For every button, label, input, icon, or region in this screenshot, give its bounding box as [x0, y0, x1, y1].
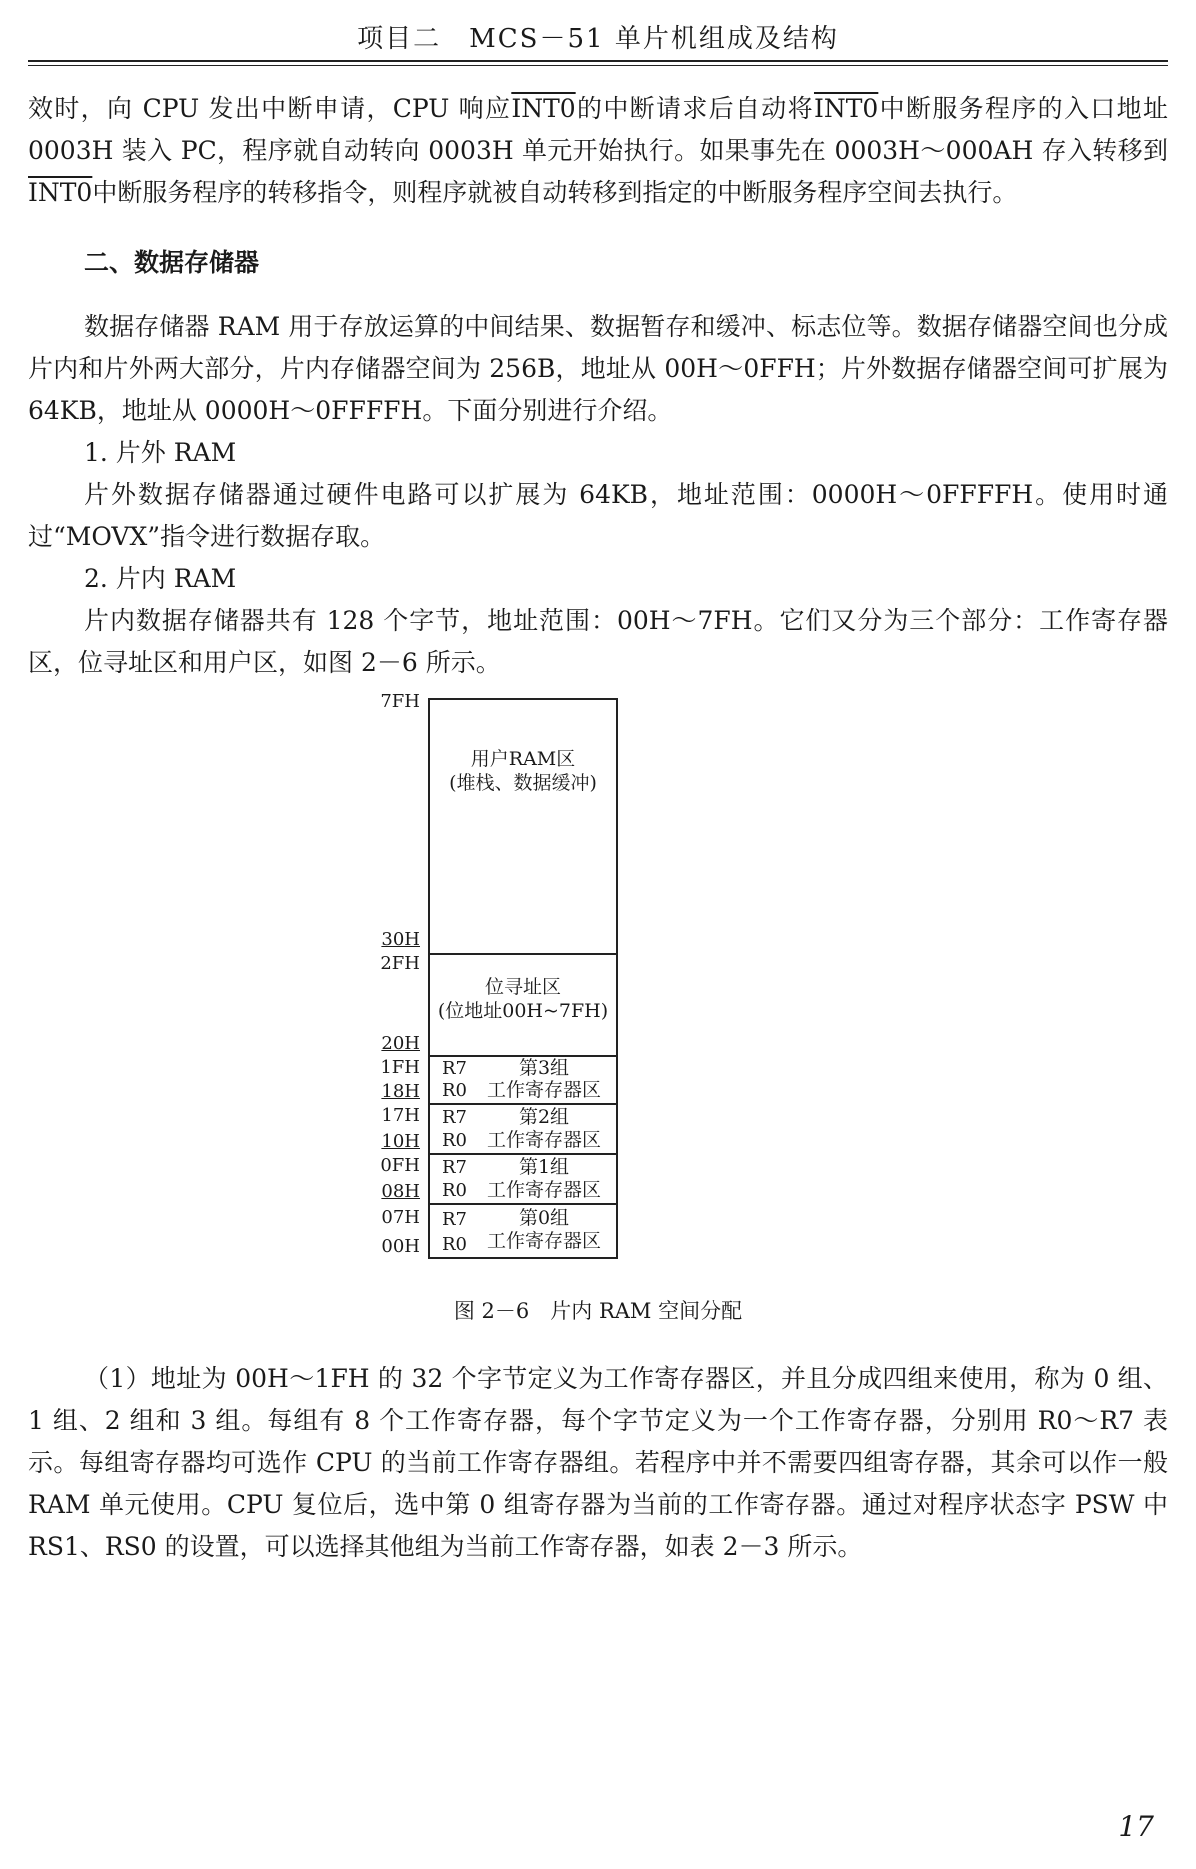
addr-label: 17H — [381, 1105, 420, 1126]
register-label: R7 — [442, 1058, 468, 1079]
register-label: R7 — [442, 1209, 468, 1230]
user-ram-box — [428, 698, 618, 955]
bit-area-subtitle: (位地址00H~7FH) — [437, 1000, 609, 1022]
register-label: R0 — [442, 1180, 468, 1201]
bank-desc: 工作寄存器区 — [486, 1230, 601, 1252]
user-ram-subtitle: (堆栈、数据缓冲) — [449, 772, 597, 794]
subheading-internal-ram: 2. 片内 RAM — [84, 564, 237, 593]
page-body — [28, 88, 1168, 1568]
int0-signal: INT0 — [511, 94, 576, 123]
paragraph-register-banks: （1）地址为 00H～1FH 的 32 个字节定义为工作寄存器区，并且分成四组来使用，称为 0 组、1 组、2 组和 3 组。每组有 8 个工作寄存器，每个字节定义为一个工作寄存器，分别用 R0～R7 表示。每组寄存器均可选作 CPU 的当前工作寄存器组。若程序中并不需要四组寄存器，其余可以作一般 RAM 单元使用。CPU 复位后，选中第 0 组寄存器为当前的工作寄存器。通过对程序状态字 PSW 中 RS1、RS0 的设置，可以选择其他组为当前工作寄存器，如表 2－3 所示。 — [28, 1364, 1168, 1561]
addr-label: 0FH — [380, 1155, 420, 1176]
subheading-external-ram: 1. 片外 RAM — [84, 438, 237, 467]
addr-label: 20H — [381, 1033, 420, 1054]
addr-label: 2FH — [380, 953, 420, 974]
para1-seg-2: 的中断请求后自动将 — [575, 94, 814, 123]
addr-label: 30H — [381, 929, 420, 950]
addr-label: 10H — [381, 1131, 420, 1152]
running-header: 项目二 MCS－51 单片机组成及结构 — [357, 24, 839, 54]
addr-label: 00H — [381, 1236, 420, 1257]
paragraph-internal-ram: 片内数据存储器共有 128 个字节，地址范围：00H～7FH。它们又分为三个部分：工作寄存器区，位寻址区和用户区，如图 2－6 所示。 — [28, 606, 1168, 677]
header-rule-thin — [28, 65, 1168, 66]
user-ram-title: 用户RAM区 — [470, 748, 576, 770]
paragraph-external-ram: 片外数据存储器通过硬件电路可以扩展为 64KB，地址范围：0000H～0FFFFH。使用时通过“MOVX”指令进行数据存取。 — [28, 480, 1168, 551]
bank-desc: 工作寄存器区 — [486, 1079, 601, 1101]
addr-label: 07H — [381, 1207, 420, 1228]
int0-signal: INT0 — [28, 178, 93, 207]
bank-name: 第1组 — [518, 1156, 570, 1178]
bank-desc: 工作寄存器区 — [486, 1179, 601, 1201]
para1-seg-6: 中断服务程序的转移指令，则程序就被自动转移到指定的中断服务程序空间去执行。 — [92, 178, 1018, 207]
paragraph-int0 — [28, 88, 1168, 214]
bank-name: 第3组 — [518, 1057, 570, 1079]
bank-name: 第0组 — [518, 1207, 570, 1229]
register-label: R0 — [442, 1130, 468, 1151]
addr-label: 18H — [381, 1081, 420, 1102]
ram-map-figure — [28, 691, 1168, 1398]
para1-seg-4: 中断服务程序的入口地址 0003H 装入 PC，程序就自动转向 0003H 单元开始执行。如果事先在 0003H～000AH 存入转移到 — [28, 94, 1168, 165]
header-rule-thick — [28, 60, 1168, 62]
addr-label: 7FH — [380, 691, 420, 712]
register-label: R7 — [442, 1157, 468, 1178]
section-heading: 二、数据存储器 — [84, 248, 260, 277]
paragraph-ram-intro: 数据存储器 RAM 用于存放运算的中间结果、数据暂存和缓冲、标志位等。数据存储器空间也分成片内和片外两大部分，片内存储器空间为 256B，地址从 00H～0FFH；片外数据存储器空间可扩展为 64KB，地址从 0000H～0FFFFH。下面分别进行介绍。 — [28, 312, 1168, 425]
addr-label: 1FH — [380, 1057, 420, 1078]
register-label: R7 — [442, 1107, 468, 1128]
bit-area-title: 位寻址区 — [484, 976, 561, 998]
page-number: 17 — [1118, 1810, 1154, 1843]
bank-name: 第2组 — [518, 1106, 570, 1128]
register-label: R0 — [442, 1234, 468, 1255]
addr-label: 08H — [381, 1181, 420, 1202]
figure-caption: 图 2－6 片内 RAM 空间分配 — [453, 1299, 743, 1323]
bank-desc: 工作寄存器区 — [486, 1129, 601, 1151]
int0-signal: INT0 — [813, 94, 879, 123]
para1-seg-0: 效时，向 CPU 发出中断申请，CPU 响应 — [28, 94, 512, 123]
register-label: R0 — [442, 1080, 468, 1101]
